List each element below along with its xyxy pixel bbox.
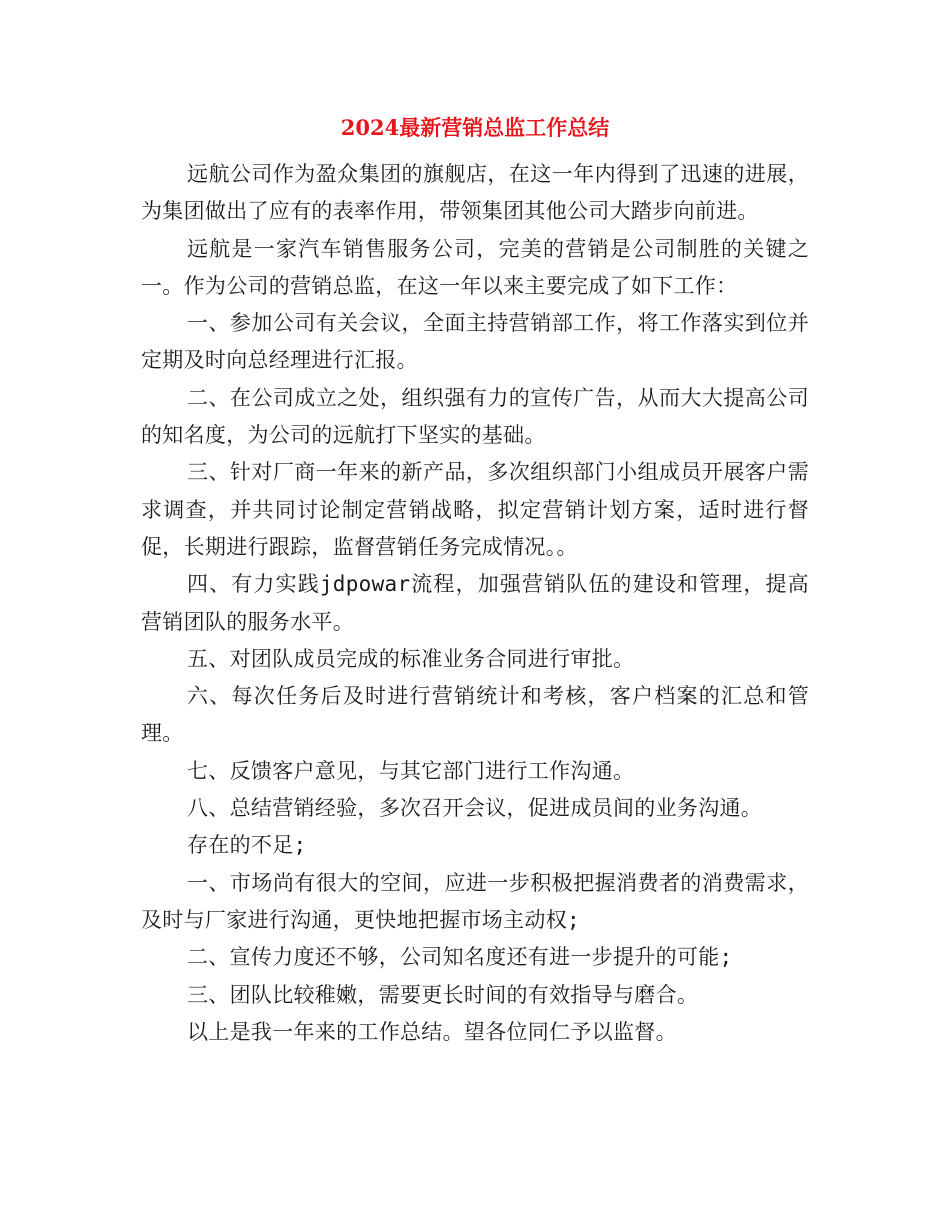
paragraph: 七、反馈客户意见，与其它部门进行工作沟通。 bbox=[187, 758, 635, 783]
paragraph: 二、在公司成立之处，组织强有力的宣传广告，从而大大提高公司的知名度，为公司的远航打下坚实的基础。 bbox=[141, 385, 809, 448]
paragraph: 远航公司作为盈众集团的旗舰店，在这一年内得到了迅速的进展，为集团做出了应有的表率作用，带领集团其他公司大踏步向前进。 bbox=[141, 162, 809, 224]
paragraph: 三、针对厂商一年来的新产品，多次组织部门小组成员开展客户需求调查，并共同讨论制定营销战略，拟定营销计划方案，适时进行督促，长期进行跟踪，监督营销任务完成情况。。 bbox=[141, 460, 809, 559]
section-heading: 存在的不足; bbox=[187, 833, 307, 858]
document-body bbox=[141, 156, 809, 1051]
paragraph: 一、参加公司有关会议，全面主持营销部工作，将工作落实到位并定期及时向总经理进行汇报。 bbox=[141, 311, 809, 373]
paragraph: 五、对团队成员完成的标准业务合同进行审批。 bbox=[187, 646, 635, 671]
closing-paragraph: 以上是我一年来的工作总结。望各位同仁予以监督。 bbox=[187, 1019, 677, 1044]
document-title: 2024最新营销总监工作总结 bbox=[340, 115, 610, 140]
paragraph: 一、市场尚有很大的空间，应进一步积极把握消费者的消费需求，及时与厂家进行沟通，更快地把握市场主动权; bbox=[141, 870, 809, 932]
paragraph: 三、团队比较稚嫩，需要更长时间的有效指导与磨合。 bbox=[187, 982, 699, 1007]
paragraph: 远航是一家汽车销售服务公司，完美的营销是公司制胜的关键之一。作为公司的营销总监，在这一年以来主要完成了如下工作： bbox=[141, 236, 809, 298]
paragraph: 八、总结营销经验，多次召开会议，促进成员间的业务沟通。 bbox=[187, 796, 763, 821]
paragraph: 四、有力实践jdpowar流程，加强营销队伍的建设和管理，提高营销团队的服务水平。 bbox=[141, 572, 809, 634]
paragraph: 二、宣传力度还不够，公司知名度还有进一步提升的可能; bbox=[187, 945, 733, 970]
paragraph: 六、每次任务后及时进行营销统计和考核，客户档案的汇总和管理。 bbox=[141, 684, 809, 746]
